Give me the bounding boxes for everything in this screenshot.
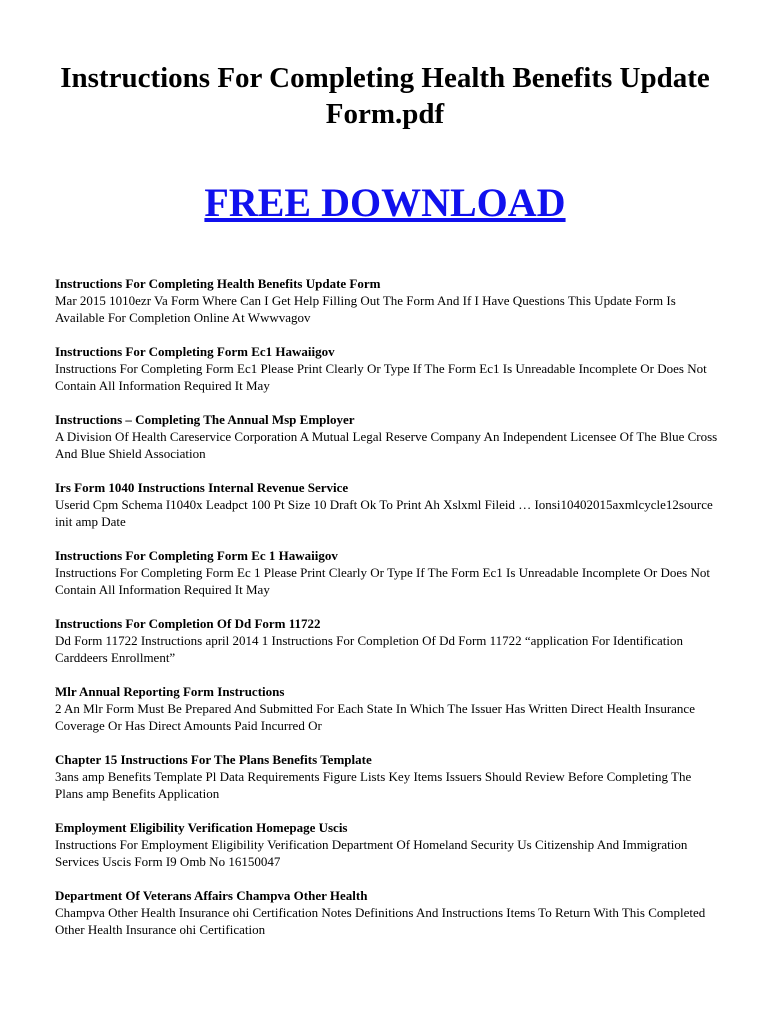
entry-title[interactable]: Instructions For Completing Form Ec1 Hawaiigov bbox=[55, 344, 335, 359]
entry-title[interactable]: Chapter 15 Instructions For The Plans Benefits Template bbox=[55, 752, 372, 767]
entry-title[interactable]: Irs Form 1040 Instructions Internal Revenue Service bbox=[55, 480, 349, 495]
entry-description: Userid Cpm Schema I1040x Leadpct 100 Pt Size 10 Draft Ok To Print Ah Xslxml Fileid … Ionsi10402015axmlcycle12source init amp Date bbox=[55, 497, 713, 529]
list-item bbox=[55, 887, 720, 938]
entry-title[interactable]: Instructions – Completing The Annual Msp Employer bbox=[55, 412, 355, 427]
entry-title[interactable]: Instructions For Completion Of Dd Form 11722 bbox=[55, 616, 321, 631]
entry-title[interactable]: Mlr Annual Reporting Form Instructions bbox=[55, 684, 285, 699]
entry-list bbox=[55, 275, 720, 955]
entry-description: Instructions For Completing Form Ec1 Please Print Clearly Or Type If The Form Ec1 Is Unreadable Incomplete Or Does Not Contain All Information Required It May bbox=[55, 361, 707, 393]
list-item bbox=[55, 547, 720, 598]
entry-title[interactable]: Department Of Veterans Affairs Champva Other Health bbox=[55, 888, 368, 903]
list-item bbox=[55, 275, 720, 326]
list-item bbox=[55, 343, 720, 394]
free-download-link[interactable]: FREE DOWNLOAD bbox=[204, 180, 566, 225]
entry-title[interactable]: Instructions For Completing Health Benefits Update Form bbox=[55, 276, 381, 291]
entry-description: Instructions For Employment Eligibility Verification Department Of Homeland Security Us Citizenship And Immigration Services Uscis Form I9 Omb No 16150047 bbox=[55, 837, 688, 869]
entry-description: 3ans amp Benefits Template Pl Data Requirements Figure Lists Key Items Issuers Should Review Before Completing The Plans amp Benefits Application bbox=[55, 769, 692, 801]
list-item bbox=[55, 615, 720, 666]
list-item bbox=[55, 479, 720, 530]
entry-description: 2 An Mlr Form Must Be Prepared And Submitted For Each State In Which The Issuer Has Written Direct Health Insurance Coverage Or Has Direct Amounts Paid Incurred Or bbox=[55, 701, 695, 733]
entry-description: Champva Other Health Insurance ohi Certification Notes Definitions And Instructions Items To Return With This Completed Other Health Insurance ohi Certification bbox=[55, 905, 706, 937]
entry-description: Dd Form 11722 Instructions april 2014 1 Instructions For Completion Of Dd Form 11722 “application For Identification Carddeers Enrollment” bbox=[55, 633, 684, 665]
entry-description: A Division Of Health Careservice Corporation A Mutual Legal Reserve Company An Independent Licensee Of The Blue Cross And Blue Shield Association bbox=[55, 429, 718, 461]
list-item bbox=[55, 411, 720, 462]
entry-description: Instructions For Completing Form Ec 1 Please Print Clearly Or Type If The Form Ec1 Is Unreadable Incomplete Or Does Not Contain All Information Required It May bbox=[55, 565, 710, 597]
entry-title[interactable]: Employment Eligibility Verification Homepage Uscis bbox=[55, 820, 348, 835]
entry-description: Mar 2015 1010ezr Va Form Where Can I Get Help Filling Out The Form And If I Have Questions This Update Form Is Available For Completion Online At Wwwvagov bbox=[55, 293, 676, 325]
list-item bbox=[55, 751, 720, 802]
entry-title[interactable]: Instructions For Completing Form Ec 1 Hawaiigov bbox=[55, 548, 338, 563]
document-title: Instructions For Completing Health Benefits Update Form.pdf bbox=[60, 62, 710, 130]
list-item bbox=[55, 683, 720, 734]
list-item bbox=[55, 819, 720, 870]
